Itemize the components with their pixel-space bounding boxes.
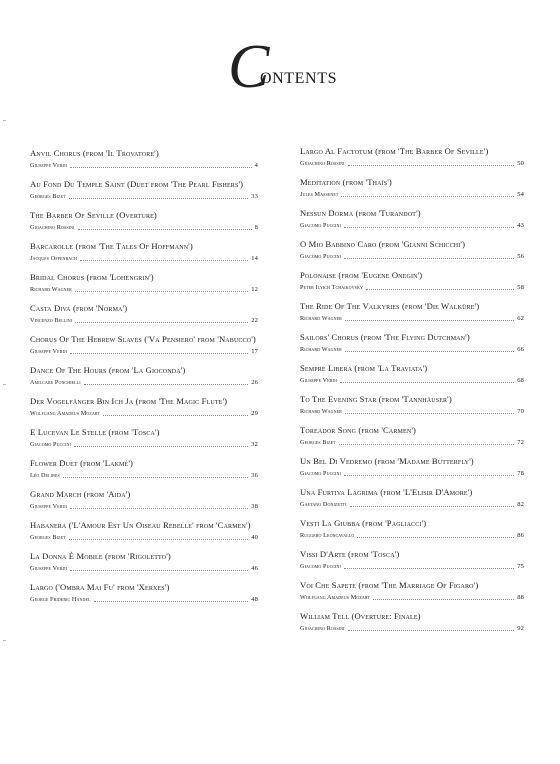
page-number: 8 bbox=[254, 224, 258, 231]
dot-leader bbox=[70, 353, 248, 354]
page-number: 75 bbox=[517, 563, 524, 570]
dot-leader bbox=[63, 477, 249, 478]
page-number: 54 bbox=[517, 191, 524, 198]
dot-leader bbox=[103, 415, 248, 416]
title-initial: C bbox=[228, 33, 270, 101]
toc-entry bbox=[300, 518, 524, 540]
piece-title: La Donna È Mobile (from 'Rigoletto') bbox=[30, 551, 171, 561]
composer-name: Gioachino Rossini bbox=[300, 625, 345, 632]
toc-entry bbox=[300, 549, 524, 571]
toc-entry bbox=[30, 489, 258, 511]
page-number: 48 bbox=[251, 596, 258, 603]
piece-title: Dance Of The Hours (from 'La Gioconda') bbox=[30, 365, 186, 375]
page-number: 50 bbox=[517, 160, 524, 167]
page-number: 32 bbox=[251, 441, 258, 448]
dot-leader bbox=[344, 258, 514, 259]
page-number: 26 bbox=[251, 379, 258, 386]
dot-leader bbox=[350, 506, 515, 507]
dot-leader bbox=[357, 537, 514, 538]
toc-entry bbox=[30, 241, 258, 263]
composer-name: Wolfgang Amadeus Mozart bbox=[30, 410, 100, 417]
dot-leader bbox=[70, 570, 248, 571]
contents-title bbox=[228, 33, 368, 101]
composer-line bbox=[300, 407, 524, 416]
page-number: 33 bbox=[251, 193, 258, 200]
margin-mark bbox=[3, 384, 6, 385]
composer-name: Giuseppe Verdi bbox=[30, 503, 67, 510]
composer-name: Giacomo Puccini bbox=[300, 222, 341, 229]
composer-name: Gaetano Donizetti bbox=[300, 501, 347, 508]
composer-name: Georges Bizet bbox=[30, 193, 66, 200]
toc-entry bbox=[300, 456, 524, 478]
toc-entry bbox=[300, 394, 524, 416]
piece-title: Bridal Chorus (from 'Lohengrin') bbox=[30, 272, 154, 282]
composer-line bbox=[30, 595, 258, 604]
composer-line bbox=[30, 502, 258, 511]
toc-entry bbox=[300, 487, 524, 509]
toc-entry bbox=[300, 332, 524, 354]
dot-leader bbox=[74, 446, 248, 447]
piece-title: E Lucevan Le Stelle (from 'Tosca') bbox=[30, 427, 160, 437]
composer-line bbox=[300, 624, 524, 633]
toc-entry bbox=[300, 301, 524, 323]
piece-title: Sailors' Chorus (from 'The Flying Dutchman') bbox=[300, 332, 470, 342]
piece-title: The Ride Of The Valkyries (from 'Die Walküre') bbox=[300, 301, 480, 311]
toc-entry bbox=[30, 148, 258, 170]
dot-leader bbox=[344, 568, 514, 569]
toc-entry bbox=[300, 611, 524, 633]
page-number: 14 bbox=[251, 255, 258, 262]
title-rest: ONTENTS bbox=[260, 70, 338, 87]
piece-title: Nessun Dorma (from 'Turandot') bbox=[300, 208, 421, 218]
composer-line bbox=[300, 593, 524, 602]
contents-left-column bbox=[30, 148, 258, 613]
dot-leader bbox=[340, 382, 514, 383]
piece-title: Barcarolle (from 'The Tales Of Hoffmann') bbox=[30, 241, 193, 251]
page-number: 56 bbox=[517, 253, 524, 260]
page-number: 4 bbox=[254, 162, 258, 169]
composer-line bbox=[30, 440, 258, 449]
page-number: 68 bbox=[517, 377, 524, 384]
page-number: 72 bbox=[517, 439, 524, 446]
piece-title: Grand March (from 'Aida') bbox=[30, 489, 131, 499]
composer-name: Giuseppe Verdi bbox=[300, 377, 337, 384]
piece-title: Chorus Of The Hebrew Slaves ('Va Pensiero' from 'Nabucco') bbox=[30, 334, 256, 344]
dot-leader bbox=[75, 322, 248, 323]
composer-line bbox=[30, 471, 258, 480]
composer-name: Giuseppe Verdi bbox=[30, 348, 67, 355]
composer-line bbox=[300, 438, 524, 447]
dot-leader bbox=[94, 601, 249, 602]
composer-line bbox=[30, 254, 258, 263]
dot-leader bbox=[80, 260, 248, 261]
piece-title: To The Evening Star (from 'Tannhäuser') bbox=[300, 394, 452, 404]
toc-entry bbox=[30, 365, 258, 387]
composer-line bbox=[300, 531, 524, 540]
page-number: 88 bbox=[517, 594, 524, 601]
toc-entry bbox=[300, 363, 524, 385]
toc-entry bbox=[300, 425, 524, 447]
dot-leader bbox=[366, 289, 514, 290]
piece-title: Anvil Chorus (from 'Il Trovatore') bbox=[30, 148, 159, 158]
dot-leader bbox=[373, 599, 514, 600]
page-number: 29 bbox=[251, 410, 258, 417]
composer-line bbox=[30, 533, 258, 542]
toc-entry bbox=[300, 177, 524, 199]
composer-line bbox=[300, 345, 524, 354]
toc-entry bbox=[30, 520, 258, 542]
page-number: 82 bbox=[517, 501, 524, 508]
composer-name: Jules Massenet bbox=[300, 191, 339, 198]
piece-title: William Tell (Overture: Finale) bbox=[300, 611, 421, 621]
margin-mark bbox=[3, 640, 6, 641]
composer-line bbox=[300, 376, 524, 385]
composer-line bbox=[300, 221, 524, 230]
composer-line bbox=[30, 347, 258, 356]
piece-title: Toreador Song (from 'Carmen') bbox=[300, 425, 417, 435]
composer-name: Giacomo Puccini bbox=[300, 563, 341, 570]
composer-name: Amilcare Ponchielli bbox=[30, 379, 81, 386]
toc-entry bbox=[300, 239, 524, 261]
composer-line bbox=[300, 283, 524, 292]
piece-title: Vissi D'Arte (from 'Tosca') bbox=[300, 549, 400, 559]
page-number: 46 bbox=[251, 565, 258, 572]
page-number: 38 bbox=[251, 503, 258, 510]
composer-name: Giacomo Puccini bbox=[300, 253, 341, 260]
composer-name: Gioachino Rossini bbox=[30, 224, 75, 231]
composer-line bbox=[300, 159, 524, 168]
dot-leader bbox=[70, 167, 252, 168]
composer-line bbox=[300, 190, 524, 199]
dot-leader bbox=[341, 196, 514, 197]
composer-line bbox=[30, 285, 258, 294]
piece-title: Largo ('Ombra Mai Fu' from 'Xerxes') bbox=[30, 582, 170, 592]
composer-name: Georges Bizet bbox=[30, 534, 66, 541]
dot-leader bbox=[84, 384, 249, 385]
composer-name: Giacomo Puccini bbox=[30, 441, 71, 448]
page-number: 43 bbox=[517, 222, 524, 229]
dot-leader bbox=[69, 198, 249, 199]
composer-name: Léo Delibes bbox=[30, 472, 60, 479]
page-number: 62 bbox=[517, 315, 524, 322]
dot-leader bbox=[348, 630, 515, 631]
composer-name: Gioachino Rossini bbox=[300, 160, 345, 167]
composer-line bbox=[300, 252, 524, 261]
composer-name: Georges Bizet bbox=[300, 439, 336, 446]
piece-title: Una Furtiva Lagrima (from 'L'Elisir D'Amore') bbox=[300, 487, 473, 497]
toc-entry bbox=[30, 303, 258, 325]
dot-leader bbox=[70, 508, 248, 509]
piece-title: Polonaise (from 'Eugene Onegin') bbox=[300, 270, 423, 280]
composer-name: Peter Ilyich Tchaikovsky bbox=[300, 284, 363, 291]
piece-title: Flower Duet (from 'Lakmé') bbox=[30, 458, 134, 468]
dot-leader bbox=[339, 444, 515, 445]
margin-mark bbox=[3, 120, 6, 121]
piece-title: Habanera ('L'Amour Est Un Oiseau Rebelle' from 'Carmen') bbox=[30, 520, 251, 530]
page-number: 58 bbox=[517, 284, 524, 291]
toc-entry bbox=[300, 208, 524, 230]
composer-line bbox=[30, 161, 258, 170]
composer-line bbox=[300, 314, 524, 323]
composer-name: Richard Wagner bbox=[30, 286, 72, 293]
dot-leader bbox=[345, 320, 514, 321]
toc-entry bbox=[300, 146, 524, 168]
page-number: 22 bbox=[251, 317, 258, 324]
piece-title: Au Fond Du Temple Saint (Duet from 'The Pearl Fishers') bbox=[30, 179, 244, 189]
piece-title: The Barber Of Seville (Overture) bbox=[30, 210, 157, 220]
composer-line bbox=[30, 223, 258, 232]
dot-leader bbox=[69, 539, 249, 540]
composer-name: Giuseppe Verdi bbox=[30, 162, 67, 169]
page-number: 92 bbox=[517, 625, 524, 632]
page-number: 86 bbox=[517, 532, 524, 539]
piece-title: Casta Diva (from 'Norma') bbox=[30, 303, 128, 313]
page-number: 17 bbox=[251, 348, 258, 355]
dot-leader bbox=[345, 351, 514, 352]
composer-name: George Frideric Handel bbox=[30, 596, 91, 603]
toc-entry bbox=[30, 458, 258, 480]
piece-title: Der Vogelfänger Bin Ich Ja (from 'The Magic Flute') bbox=[30, 396, 228, 406]
piece-title: Sempre Libera (from 'La Traviata') bbox=[300, 363, 428, 373]
dot-leader bbox=[344, 227, 514, 228]
piece-title: O Mio Babbino Caro (from 'Gianni Schicchi') bbox=[300, 239, 466, 249]
page-number: 70 bbox=[517, 408, 524, 415]
composer-name: Vincenzo Bellini bbox=[30, 317, 73, 324]
page-number: 36 bbox=[251, 472, 258, 479]
piece-title: Meditation (from 'Thaïs') bbox=[300, 177, 392, 187]
toc-entry bbox=[30, 272, 258, 294]
toc-entry bbox=[30, 334, 258, 356]
composer-name: Wolfgang Amadeus Mozart bbox=[300, 594, 370, 601]
composer-line bbox=[300, 562, 524, 571]
composer-name: Richard Wagner bbox=[300, 315, 342, 322]
composer-line bbox=[30, 564, 258, 573]
dot-leader bbox=[78, 229, 252, 230]
composer-line bbox=[300, 500, 524, 509]
composer-name: Giuseppe Verdi bbox=[30, 565, 67, 572]
page-number: 78 bbox=[517, 470, 524, 477]
composer-name: Richard Wagner bbox=[300, 346, 342, 353]
toc-entry bbox=[300, 270, 524, 292]
piece-title: Vesti La Giubba (from 'Pagliacci') bbox=[300, 518, 427, 528]
page-number: 12 bbox=[251, 286, 258, 293]
composer-name: Jacques Offenbach bbox=[30, 255, 78, 262]
piece-title: Voi Che Sapete (from 'The Marriage Of Figaro') bbox=[300, 580, 479, 590]
page-number: 40 bbox=[251, 534, 258, 541]
composer-line bbox=[300, 469, 524, 478]
contents-right-column bbox=[300, 146, 524, 642]
toc-entry bbox=[30, 396, 258, 418]
composer-line bbox=[30, 378, 258, 387]
dot-leader bbox=[345, 413, 514, 414]
composer-name: Giacomo Puccini bbox=[300, 470, 341, 477]
piece-title: Largo Al Factotum (from 'The Barber Of Seville') bbox=[300, 146, 489, 156]
composer-line bbox=[30, 316, 258, 325]
toc-entry bbox=[300, 580, 524, 602]
toc-entry bbox=[30, 427, 258, 449]
dot-leader bbox=[75, 291, 248, 292]
toc-entry bbox=[30, 179, 258, 201]
toc-entry bbox=[30, 582, 258, 604]
page-number: 66 bbox=[517, 346, 524, 353]
dot-leader bbox=[344, 475, 514, 476]
composer-line bbox=[30, 409, 258, 418]
piece-title: Un Bel Di Vedremo (from 'Madame Butterfly') bbox=[300, 456, 474, 466]
toc-entry bbox=[30, 210, 258, 232]
dot-leader bbox=[348, 165, 515, 166]
toc-entry bbox=[30, 551, 258, 573]
composer-name: Ruggero Leoncavallo bbox=[300, 532, 355, 539]
composer-name: Richard Wagner bbox=[300, 408, 342, 415]
composer-line bbox=[30, 192, 258, 201]
